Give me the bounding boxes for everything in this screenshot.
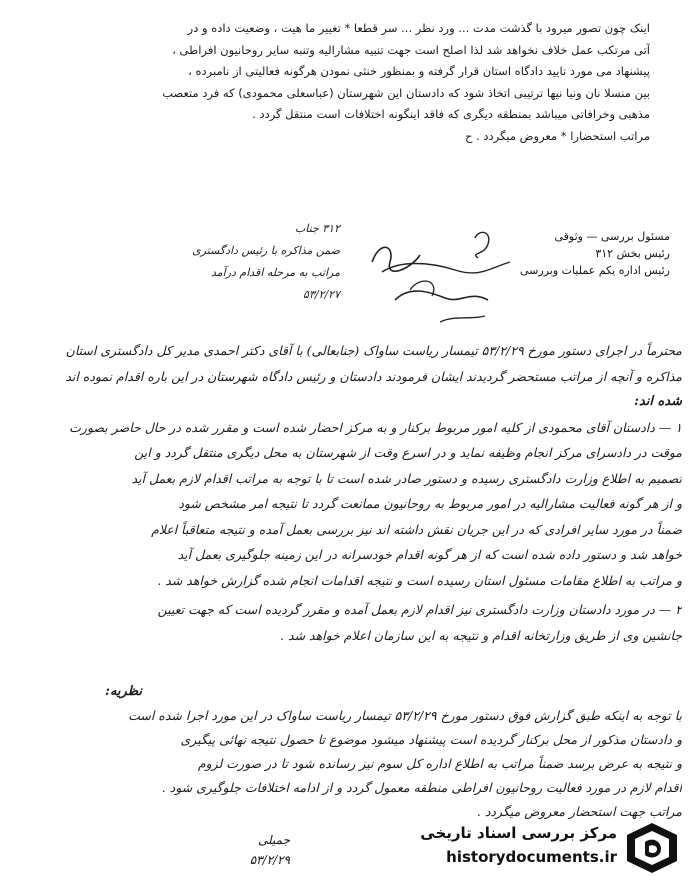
watermark-fa-text: مرکز بررسی اسناد تاریخی [420,824,617,842]
opinion-heading: نظریه: [105,684,142,699]
typed-letter [40,18,650,147]
opinion-line: و نتیجه به عرض برسد ضمناً مراتب به اطلاع اداره کل سوم نیز رسانده شود تا در صورت لزوم [197,756,682,771]
report-line: ۱ — دادستان آقای محمودی از کلیه امور مربوط برکنار و به مرکز احضار شده است و مقرر شده در حال حاضر بصورت [69,419,682,435]
typed-line: پیشنهاد می مورد تایید دادگاه استان قرار گرفته و بمنظور خنثی نمودن هرگونه فعالیتی از نامبرده ، [188,64,650,78]
opinion-line: با توجه به اینکه طبق گزارش فوق دستور مورخ ۵۳/۲/۲۹ تیمسار ریاست ساواک در این مورد اجرا شده است [128,708,682,723]
left-handwritten-note [120,218,340,306]
handwritten-report-intro [18,338,682,593]
typed-line: اینک چون تصور میرود با گذشت مدت ... ورد نظر ... سر قطعا * تغییر ما هیت ، وضعیت داده و در [187,21,650,35]
archive-logo-icon [623,820,681,876]
handwritten-opinion [18,680,682,824]
signature-date: ۵۳/۲/۲۹ [249,853,290,867]
signature-line: رئیس اداره یکم عملیات وبررسی [520,264,670,277]
bottom-signature [150,830,290,870]
note-line: ضمن مذاکره با رئیس دادگستری [192,244,340,257]
report-line: ضمناً در مورد سایر افرادی که در این جریان نقش داشته اند نیز بررسی بعمل آمده و نتیجه متعاقباً اعلام [151,521,682,537]
report-line: و مراتب به اطلاع مقامات مسئول استان رسیده است و نتیجه اقدامات انجام شده گزارش خواهد شد . [157,572,682,588]
report-line: ۲ — در مورد دادستان وزارت دادگستری نیز اقدام لازم بعمل آمده و مقرر گردیده است که جهت تعیین [157,602,682,617]
watermark-url: historydocuments.ir [446,848,617,866]
signer-name: جمیلی [258,833,290,847]
typed-line: مراتب استحضارا * معروض میگردد . ح [465,128,650,143]
signature-line: رئیس بخش ۳۱۲ [595,247,670,260]
typed-line: آتی مرتکب عمل خلاف نخواهد شد لذا اصلح است جهت تنبیه مشارالیه وتنبه سایر روحانیون افراطی ، [172,42,650,57]
report-line: موقت در دادسرای مرکز انجام وظیفه نماید و در اسرع وقت از شهرستان به محل دیگری منتقل گردد و این [134,445,682,460]
report-line: خواهد شد و دستور داده شده است که از هر گونه اقدام خودسرانه در این زمینه جلوگیری بعمل آید [177,547,682,562]
report-line: مذاکره و آنچه از مراتب مستحضر گردیدند ایشان فرمودند دادستان و رئیس دادگاه شهرستان در این باره اقدام نموده اند [65,368,682,384]
opinion-line: مراتب جهت استحضار معروض میگردد . [476,804,682,819]
signature-block [340,228,670,279]
report-line: تصمیم به اطلاع وزارت دادگستری رسیده و دستور صادر شده است تا با توجه به مراتب اقدام لازم بعمل آید [131,470,682,486]
handwritten-report-item2 [18,597,682,648]
note-line: مراتب به مرحله اقدام درآمد [210,266,340,279]
note-line: ۳۱۲ جناب [294,222,340,235]
opinion-line: و دادستان مذکور از محل برکنار گردیده است پیشنهاد میشود موضوع تا حصول نتیجه نهائی پیگیری [180,732,682,747]
signature-line: مسئول بررسی — وثوقی [554,230,670,243]
report-heading: شده اند: [634,394,682,409]
report-line: محترماً در اجرای دستور مورخ ۵۳/۲/۲۹ تیمسار ریاست ساواک (جنابعالی) با آقای دکتر احمدی مدیر کل دادگستری استان [65,343,682,358]
report-line: و از هر گونه فعالیت مشارالیه در امور مربوط به روحانیون ممانعت گردد تا نتیجه امر مشخص شود [178,496,682,511]
opinion-line: اقدام لازم در مورد فعالیت روحانیون افراطی منطقه معمول گردد و از ادامه اختلافات جلوگیری شود . [161,780,682,795]
typed-line: بین منسلا نان ونیا نیها ترتیبی اتخاذ شود که دادستان این شهرستان (عباسعلی محمودی) که فرد متعصب [162,85,650,100]
report-line: جانشین وی از طریق وزارتخانه اقدام و نتیجه به این سازمان اعلام خواهد شد . [280,627,682,643]
note-date: ۵۳/۲/۲۷ [303,288,340,301]
typed-line: مذهبی وخرافاتی میباشد بمنطقه دیگری که فاقد اینگونه اختلافات است منتقل گردد . [252,107,650,121]
watermark [395,818,685,878]
